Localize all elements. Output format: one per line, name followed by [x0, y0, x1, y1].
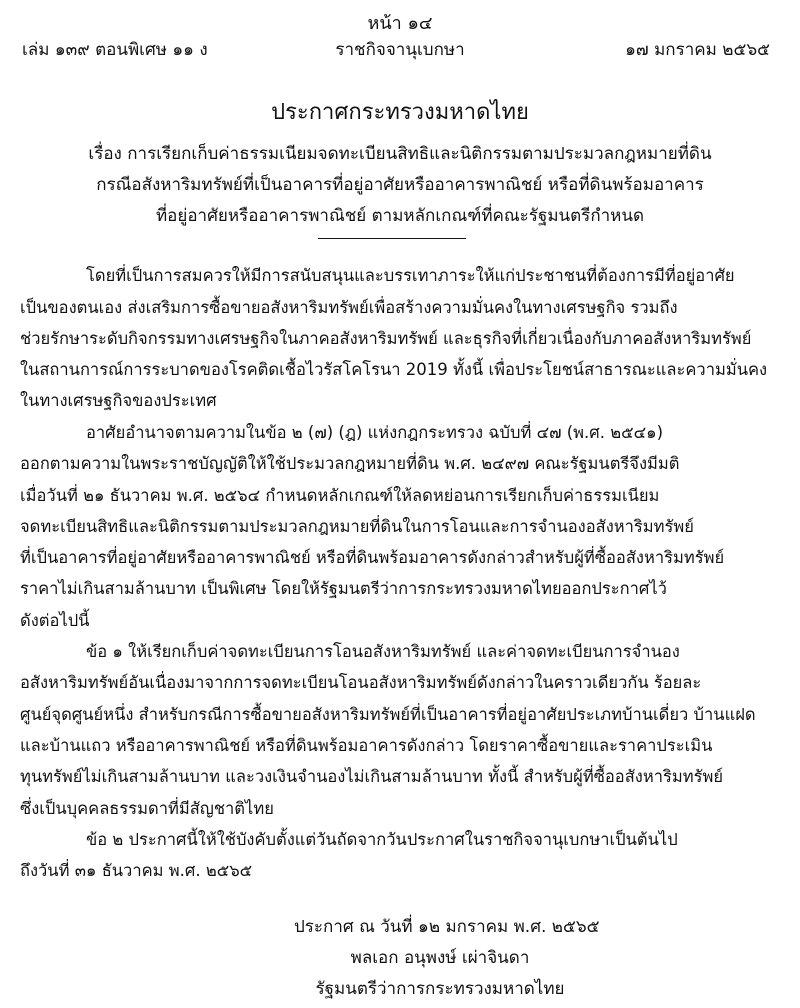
announcement-date: ประกาศ ณ วันที่ ๑๒ มกราคม พ.ศ. ๒๕๖๕: [294, 917, 600, 937]
body-line: ราคาไม่เกินสามล้านบาท เป็นพิเศษ โดยให้รัฐมนตรีว่าการกระทรวงมหาดไทยออกประกาศไว้: [20, 579, 667, 598]
signatory-position: รัฐมนตรีว่าการกระทรวงมหาดไทย: [315, 979, 565, 999]
body-line: ออกตามความในพระราชบัญญัติให้ใช้ประมวลกฎหมายที่ดิน พ.ศ. ๒๔๙๗ คณะรัฐมนตรีจึงมีมติ: [20, 454, 680, 473]
body-line: ซึ่งเป็นบุคคลธรรมดาที่มีสัญชาติไทย: [20, 799, 274, 818]
body-line: ช่วยรักษาระดับกิจกรรมทางเศรษฐกิจในภาคอสังหาริมทรัพย์ และธุรกิจที่เกี่ยวเนื่องกับภาคอสังหาริมทรัพย์: [20, 329, 752, 348]
body-line: ข้อ ๑ ให้เรียกเก็บค่าจดทะเบียนการโอนอสังหาริมทรัพย์ และค่าจดทะเบียนการจำนอง: [86, 642, 680, 661]
body-line: ทุนทรัพย์ไม่เกินสามล้านบาท และวงเงินจำนองไม่เกินสามล้านบาท ทั้งนี้ สำหรับผู้ที่ซื้ออสังหาริมทรัพย์: [20, 767, 724, 786]
body-line: และบ้านแถว หรืออาคารพาณิชย์ หรือที่ดินพร้อมอาคารดังกล่าว โดยราคาซื้อขายและราคาประเมิน: [20, 736, 713, 755]
subject-line: เรื่อง การเรียกเก็บค่าธรรมเนียมจดทะเบียนสิทธิและนิติกรรมตามประมวลกฎหมายที่ดิน: [88, 144, 712, 164]
publication-name: ราชกิจจานุเบกษา: [335, 40, 465, 60]
body-line: ศูนย์จุดศูนย์หนึ่ง สำหรับกรณีการซื้อขายอสังหาริมทรัพย์ที่เป็นอาคารที่อยู่อาศัยประเภทบ้านเดี่ยว บ้านแฝด: [20, 705, 756, 724]
body-line: ในทางเศรษฐกิจของประเทศ: [20, 391, 217, 410]
body-line: เมื่อวันที่ ๒๑ ธันวาคม พ.ศ. ๒๕๖๔ กำหนดหลักเกณฑ์ให้ลดหย่อนการเรียกเก็บค่าธรรมเนียม: [20, 486, 660, 505]
page-number: หน้า ๑๔: [367, 13, 433, 34]
signatory-name: พลเอก อนุพงษ์ เผ่าจินดา: [350, 948, 530, 968]
body-line: ที่เป็นอาคารที่อยู่อาศัยหรืออาคารพาณิชย์ หรือที่ดินพร้อมอาคารดังกล่าวสำหรับผู้ที่ซื้ออสังหาริมทรัพย์: [20, 548, 725, 567]
body-line: จดทะเบียนสิทธิและนิติกรรมตามประมวลกฎหมายที่ดินในการโอนและการจำนองอสังหาริมทรัพย์: [20, 517, 694, 536]
publication-date: ๑๗ มกราคม ๒๕๖๕: [625, 40, 770, 60]
body-line: ข้อ ๒ ประกาศนี้ให้ใช้บังคับตั้งแต่วันถัดจากวันประกาศในราชกิจจานุเบกษาเป็นต้นไป: [86, 830, 678, 849]
volume-issue: เล่ม ๑๓๙ ตอนพิเศษ ๑๑ ง: [22, 40, 208, 60]
body-line: เป็นของตนเอง ส่งเสริมการซื้อขายอสังหาริมทรัพย์เพื่อสร้างความมั่นคงในทางเศรษฐกิจ รวมถึง: [20, 298, 678, 317]
body-line: อสังหาริมทรัพย์อันเนื่องมาจากการจดทะเบียนโอนอสังหาริมทรัพย์ดังกล่าวในคราวเดียวกัน ร้อยละ: [20, 673, 702, 692]
body-line: โดยที่เป็นการสมควรให้มีการสนับสนุนและบรรเทาภาระให้แก่ประชาชนที่ต้องการมีที่อยู่อาศัย: [86, 266, 735, 285]
body-line: ถึงวันที่ ๓๑ ธันวาคม พ.ศ. ๒๕๖๕: [20, 861, 253, 880]
body-line: ดังต่อไปนี้: [20, 611, 90, 630]
subject-line: กรณีอสังหาริมทรัพย์ที่เป็นอาคารที่อยู่อาศัยหรืออาคารพาณิชย์ หรือที่ดินพร้อมอาคาร: [96, 175, 704, 195]
body-line: อาศัยอำนาจตามความในข้อ ๒ (๗) (ฎ) แห่งกฎกระทรวง ฉบับที่ ๔๗ (พ.ศ. ๒๕๔๑): [86, 423, 664, 442]
announcement-title: ประกาศกระทรวงมหาดไทย: [271, 100, 529, 125]
title-divider: [318, 238, 466, 239]
subject-line: ที่อยู่อาศัยหรืออาคารพาณิชย์ ตามหลักเกณฑ์ที่คณะรัฐมนตรีกำหนด: [155, 206, 645, 226]
body-line: ในสถานการณ์การระบาดของโรคติดเชื้อไวรัสโคโรนา 2019 ทั้งนี้ เพื่อประโยชน์สาธารณะและความมั่นคง: [20, 360, 768, 379]
